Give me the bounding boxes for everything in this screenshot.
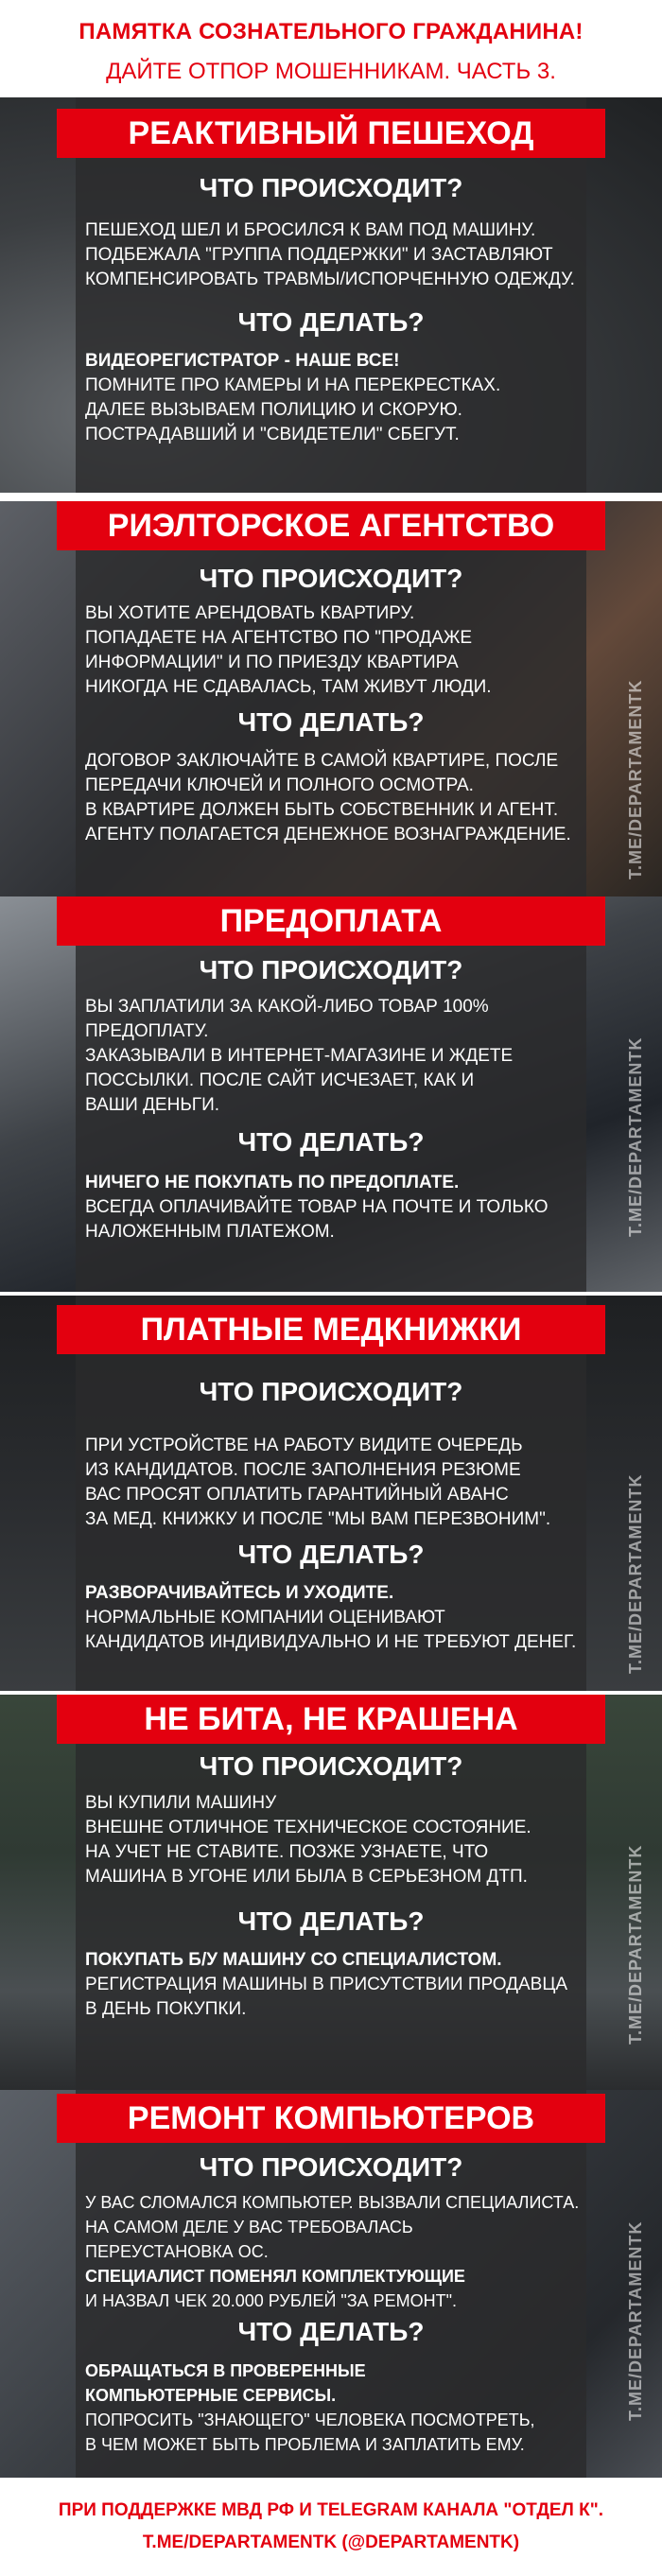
section-realtor-agency	[0, 501, 662, 896]
section-title: РИЭЛТОРСКОЕ АГЕНТСТВО	[57, 501, 605, 550]
what-happens-text: ПЕШЕХОД ШЕЛ И БРОСИЛСЯ К ВАМ ПОД МАШИНУ. ПОДБЕЖАЛА "ГРУППА ПОДДЕРЖКИ" И ЗАСТАВЛЯЮТ КОМПЕНСИРОВАТЬ ТРАВМЫ/ИСПОРЧЕННУЮ ОДЕЖДУ.	[85, 220, 575, 289]
what-happens-text: У ВАС СЛОМАЛСЯ КОМПЬЮТЕР. ВЫЗВАЛИ СПЕЦИАЛИСТА. НА САМОМ ДЕЛЕ У ВАС ТРЕБОВАЛАСЬ ПЕРЕУСТАНОВКА ОС. СПЕЦИАЛИСТ ПОМЕНЯЛ КОМПЛЕКТУЮЩИЕ И НАЗВАЛ ЧЕК 20.000 РУБЛЕЙ "ЗА РЕМОНТ".	[85, 2193, 580, 2310]
what-to-do-text: ВИДЕОРЕГИСТРАТОР - НАШЕ ВСЕ! ПОМНИТЕ ПРО КАМЕРЫ И НА ПЕРЕКРЕСТКАХ. ДАЛЕЕ ВЫЗЫВАЕМ ПОЛИЦИЮ И СКОРУЮ. ПОСТРАДАВШИЙ И "СВИДЕТЕЛИ" СБЕГУТ.	[85, 351, 501, 444]
poster-title: ПАМЯТКА СОЗНАТЕЛЬНОГО ГРАЖДАНИНА!	[78, 19, 584, 44]
what-happens-text: ВЫ КУПИЛИ МАШИНУ ВНЕШНЕ ОТЛИЧНОЕ ТЕХНИЧЕСКОЕ СОСТОЯНИЕ. НА УЧЕТ НЕ СТАВИТЕ. ПОЗЖЕ УЗНАЕТЕ, ЧТО МАШИНА В УГОНЕ ИЛИ БЫЛА В СЕРЬЕЗНОМ ДТП.	[85, 1793, 531, 1887]
section-title: ПРЕДОПЛАТА	[57, 896, 605, 946]
section-title: НЕ БИТА, НЕ КРАШЕНА	[57, 1695, 605, 1744]
channel-watermark: T.ME/DEPARTAMENTK	[626, 679, 645, 879]
what-happens-heading: ЧТО ПРОИСХОДИТ?	[199, 1751, 463, 1781]
what-to-do-text: ОБРАЩАТЬСЯ В ПРОВЕРЕННЫЕ КОМПЬЮТЕРНЫЕ СЕРВИСЫ. ПОПРОСИТЬ "ЗНАЮЩЕГО" ЧЕЛОВЕКА ПОСМОТРЕТЬ, В ЧЕМ МОЖЕТ БЫТЬ ПРОБЛЕМА И ЗАПЛАТИТЬ ЕМУ.	[85, 2361, 535, 2454]
channel-watermark: T.ME/DEPARTAMENTK	[626, 2220, 645, 2421]
what-to-do-text: НИЧЕГО НЕ ПОКУПАТЬ ПО ПРЕДОПЛАТЕ. ВСЕГДА ОПЛАЧИВАЙТЕ ТОВАР НА ПОЧТЕ И ТОЛЬКО НАЛОЖЕННЫМ ПЛАТЕЖОМ.	[85, 1173, 549, 1242]
what-happens-text: ВЫ ХОТИТЕ АРЕНДОВАТЬ КВАРТИРУ. ПОПАДАЕТЕ НА АГЕНТСТВО ПО "ПРОДАЖЕ ИНФОРМАЦИИ" И ПО ПРИЕЗДУ КВАРТИРА НИКОГДА НЕ СДАВАЛАСЬ, ТАМ ЖИВУТ ЛЮДИ.	[85, 603, 492, 697]
poster-footer	[0, 2478, 662, 2576]
poster-header	[0, 0, 662, 97]
section-title: РЕАКТИВНЫЙ ПЕШЕХОД	[57, 109, 605, 158]
channel-watermark: T.ME/DEPARTAMENTK	[626, 1036, 645, 1237]
what-to-do-heading: ЧТО ДЕЛАТЬ?	[237, 1906, 425, 1936]
what-to-do-heading: ЧТО ДЕЛАТЬ?	[237, 707, 425, 737]
what-to-do-heading: ЧТО ДЕЛАТЬ?	[237, 2317, 425, 2346]
channel-watermark: T.ME/DEPARTAMENTK	[626, 1844, 645, 2045]
section-not-damaged-car	[0, 1695, 662, 2090]
section-title: ПЛАТНЫЕ МЕДКНИЖКИ	[57, 1305, 605, 1354]
what-happens-heading: ЧТО ПРОИСХОДИТ?	[199, 955, 463, 984]
what-to-do-text: РАЗВОРАЧИВАЙТЕСЬ И УХОДИТЕ. НОРМАЛЬНЫЕ КОМПАНИИ ОЦЕНИВАЮТ КАНДИДАТОВ ИНДИВИДУАЛЬНО И НЕ ТРЕБУЮТ ДЕНЕГ.	[85, 1583, 577, 1652]
what-happens-heading: ЧТО ПРОИСХОДИТ?	[199, 2152, 463, 2182]
section-computer-repair	[0, 2090, 662, 2478]
section-paid-medical-books	[0, 1296, 662, 1691]
section-reactive-pedestrian	[0, 97, 662, 493]
footer-channel-link[interactable]: T.ME/DEPARTAMENTK (@DEPARTAMENTK)	[142, 2532, 520, 2552]
what-happens-text: ВЫ ЗАПЛАТИЛИ ЗА КАКОЙ-ЛИБО ТОВАР 100% ПРЕДОПЛАТУ. ЗАКАЗЫВАЛИ В ИНТЕРНЕТ-МАГАЗИНЕ И ЖДЕТЕ ПОССЫЛКИ. ПОСЛЕ САЙТ ИСЧЕЗАЕТ, КАК И ВАШИ ДЕНЬГИ.	[85, 997, 514, 1115]
what-to-do-heading: ЧТО ДЕЛАТЬ?	[237, 307, 425, 337]
what-to-do-heading: ЧТО ДЕЛАТЬ?	[237, 1540, 425, 1569]
what-to-do-heading: ЧТО ДЕЛАТЬ?	[237, 1127, 425, 1157]
what-happens-heading: ЧТО ПРОИСХОДИТ?	[199, 1377, 463, 1406]
what-to-do-text: ДОГОВОР ЗАКЛЮЧАЙТЕ В САМОЙ КВАРТИРЕ, ПОСЛЕ ПЕРЕДАЧИ КЛЮЧЕЙ И ПОЛНОГО ОСМОТРА. В КВАРТИРЕ ДОЛЖЕН БЫТЬ СОБСТВЕННИК И АГЕНТ. АГЕНТУ ПОЛАГАЕТСЯ ДЕНЕЖНОЕ ВОЗНАГРАЖДЕНИЕ.	[85, 751, 571, 844]
section-title: РЕМОНТ КОМПЬЮТЕРОВ	[57, 2094, 605, 2143]
what-happens-heading: ЧТО ПРОИСХОДИТ?	[199, 173, 463, 202]
what-happens-text: ПРИ УСТРОЙСТВЕ НА РАБОТУ ВИДИТЕ ОЧЕРЕДЬ ИЗ КАНДИДАТОВ. ПОСЛЕ ЗАПОЛНЕНИЯ РЕЗЮМЕ ВАС ПРОСЯТ ОПЛАТИТЬ ГАРАНТИЙНЫЙ АВАНС ЗА МЕД. КНИЖКУ И ПОСЛЕ "МЫ ВАМ ПЕРЕЗВОНИМ".	[85, 1436, 551, 1529]
footer-support-line: ПРИ ПОДДЕРЖКЕ МВД РФ И TELEGRAM КАНАЛА "ОТДЕЛ К".	[58, 2500, 604, 2520]
channel-watermark: T.ME/DEPARTAMENTK	[626, 1473, 645, 1674]
section-prepayment	[0, 896, 662, 1292]
what-to-do-text: ПОКУПАТЬ Б/У МАШИНУ СО СПЕЦИАЛИСТОМ. РЕГИСТРАЦИЯ МАШИНЫ В ПРИСУТСТВИИ ПРОДАВЦА В ДЕНЬ ПОКУПКИ.	[85, 1950, 568, 2019]
what-happens-heading: ЧТО ПРОИСХОДИТ?	[199, 564, 463, 593]
poster-subtitle: ДАЙТЕ ОТПОР МОШЕННИКАМ. ЧАСТЬ 3.	[106, 59, 556, 84]
